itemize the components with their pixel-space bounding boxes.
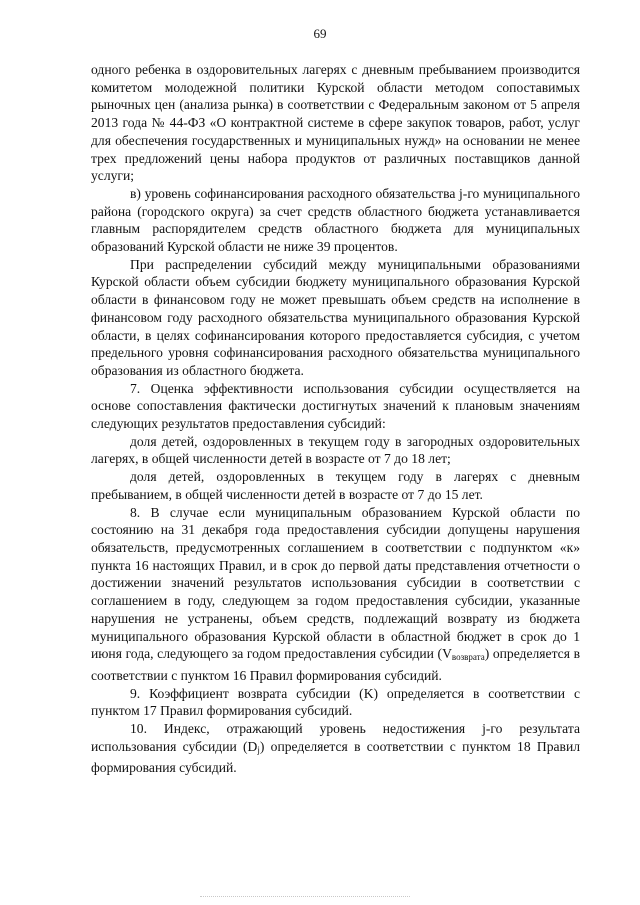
paragraph-8-text-after: ) определяется в соответствии с пунктом 16 Правил формирования субсидий.	[91, 646, 580, 683]
paragraph-8-refund	[91, 504, 580, 685]
paragraph-distribution-limit: При распределении субсидий между муниципальными образованиями Курской области объем субсидии бюджету муниципального образования Курской области в финансовом году не может превышать объем средств на исполнение в финансовом году расходного обязательства муниципального образования Курской области, в целях софинансирования которого предоставляется субсидия, с учетом предельного уровня софинансирования расходного обязательства муниципального образования из областного бюджета.	[91, 256, 580, 378]
paragraph-methodology-end: одного ребенка в оздоровительных лагерях с дневным пребыванием производится комитетом молодежной политики Курской области методом сопоставимых рыночных цен (анализа рынка) в соответствии с Федеральным законом от 5 апреля 2013 года № 44-ФЗ «О контрактной системе в сфере закупок товаров, работ, услуг для обеспечения государственных и муниципальных нужд» на основании не менее трех предложений цены набора продуктов от различных поставщиков данной услуги;	[91, 62, 580, 184]
paragraph-9-coefficient: 9. Коэффициент возврата субсидии (K) определяется в соответствии с пунктом 17 Правил формирования субсидий.	[91, 685, 580, 719]
paragraph-result-day-camps: доля детей, оздоровленных в текущем году в лагерях с дневным пребыванием, в общей численности детей в возрасте от 7 до 15 лет.	[91, 469, 580, 502]
d-index-subscript: j	[257, 744, 260, 755]
scan-artifact-line	[200, 896, 410, 897]
paragraph-10-index	[91, 720, 580, 777]
page-number: 69	[313, 26, 327, 41]
paragraph-8-text-before: 8. В случае если муниципальным образованием Курской области по состоянию на 31 декабря года предоставления субсидии допущены нарушения обязательств, предусмотренных соглашением в соответствии с подпунктом «к» пункта 16 настоящих Правил, и в срок до первой даты представления отчетности о достижении значений результатов использования субсидии в соответствии с соглашением в году, следующем за годом предоставления субсидии, указанные нарушения не устранены, объем средств, подлежащий возврату из бюджета муниципального образования Курской области в областной бюджет в срок до 1 июня года, следующего за годом предоставления субсидии (V	[91, 504, 580, 662]
paragraph-cofinancing-level: в) уровень софинансирования расходного обязательства j-го муниципального района (городского округа) за счет средств областного бюджета устанавливается главным распорядителем средств областного бюджета для муниципальных образований Курской области не ниже 39 процентов.	[91, 185, 580, 255]
body-text	[91, 61, 580, 777]
paragraph-result-country-camps: доля детей, оздоровленных в текущем году в загородных оздоровительных лагерях, в общей численности детей в возрасте от 7 до 18 лет;	[91, 433, 580, 467]
paragraph-10-text-after: ) определяется в соответствии с пунктом 18 Правил формирования субсидий.	[91, 738, 580, 776]
paragraph-10-text-before: 10. Индекс, отражающий уровень недостижения j-го результата использования субсидии (D	[91, 721, 580, 754]
v-refund-subscript: возврата	[451, 652, 485, 663]
paragraph-7-efficiency: 7. Оценка эффективности использования субсидии осуществляется на основе сопоставления фактически достигнутых значений к плановым значениям следующих результатов предоставления субсидий:	[91, 380, 580, 432]
